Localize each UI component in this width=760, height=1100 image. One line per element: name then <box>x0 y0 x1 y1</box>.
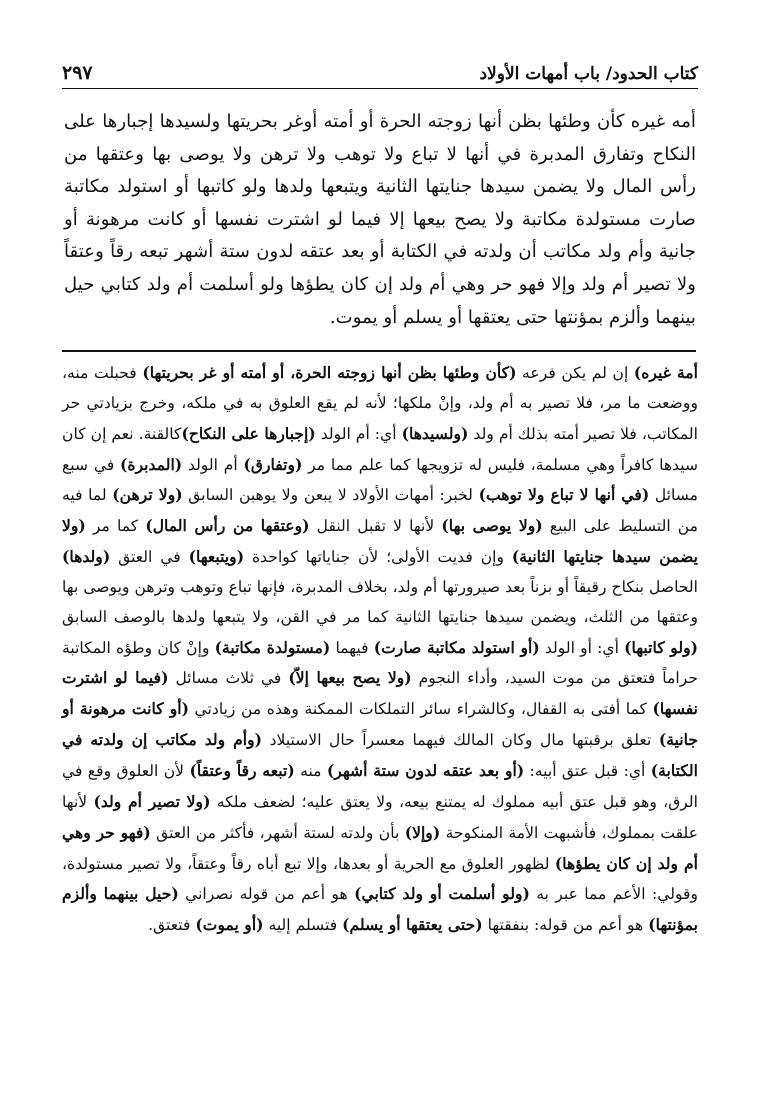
commentary-segment: فتعتق. <box>148 916 196 935</box>
commentary-bold-segment: (أو يموت) <box>195 915 264 935</box>
commentary-segment: في سبع مسائل <box>62 455 699 505</box>
commentary-segment: إن لم يكن فرعه <box>516 364 634 382</box>
commentary-segment: لأن العلوق وقع في الرق، وهو قبل عتق أبيه مملوك له يمتنع بيعه، ولا يعتق عليه؛ لضعف ملكه <box>62 761 698 811</box>
commentary-bold-segment: (في أنها لا تباع ولا توهب) <box>478 485 650 505</box>
commentary-bold-segment: (ولا يصح بيعها إلاّ) <box>288 668 412 688</box>
commentary-bold-segment: (إجبارها على النكاح) <box>181 423 316 443</box>
commentary-segment: أي: أو الولد <box>539 638 625 657</box>
commentary-segment: أم الولد <box>182 455 244 474</box>
commentary-segment: الحاصل بنكاح رقيقاً أو بزناً بعد صيرورتها أم ولد، بخلاف المدبرة، فإنها تباع وتوهب وترهن ويوصى بها وعتقها من الثلث، ويضمن سيدها جنايتها الثانية كما مر في القن، ولا يتبعها ولدها بالوصف السابق <box>62 577 698 626</box>
page-header <box>62 56 698 84</box>
commentary-segment: فيهما <box>330 638 374 657</box>
commentary-segment: تعلق برقبتها مال وكان المالك فيهما معسراً حال الاستيلاد <box>262 731 659 750</box>
commentary-segment: لظهور العلوق مع الحرية أو بعدها، وإلا تبع أباه رقاً وعتقاً، ولا تصير مستولدة، وقولي: الأعم مما عبر به <box>62 854 698 904</box>
commentary-bold-segment: (فهو حر وهي أم ولد إن كان يطؤها) <box>62 822 698 873</box>
commentary-segment: فحبلت منه، ووضعت ما مر، فلا تصير به أم ولد، وإنْ ملكها؛ لأنه لم يقع العلوق به في ملكه، وخرج بزيادتي حر المكاتب، فلا تصير أمته بذلك أم ولد <box>62 364 699 443</box>
commentary-segment: منه <box>294 761 327 780</box>
header-rule <box>62 88 698 89</box>
commentary-segment: كما مر <box>85 517 146 536</box>
commentary-bold-segment: (كأن وطئها بظن أنها زوجته الحرة، أو أمته أو غر بحريتها) <box>142 363 517 382</box>
commentary-bold-segment: (ولا ترهن) <box>112 485 183 505</box>
commentary-segment: كالقنة. نعم إن كان سيدها كافراً وهي مسلمة، فليس له تزويجها كما علم مما مر <box>62 424 699 474</box>
commentary-bold-segment: (ولا يوصى بها) <box>441 516 543 536</box>
commentary-bold-segment: (المدبرة) <box>120 454 183 474</box>
commentary-bold-segment: (حتى يعتقها أو يسلم) <box>342 915 483 935</box>
footnote-separator <box>62 350 696 352</box>
commentary-bold-segment: (ولو كاتبها) <box>624 637 698 657</box>
commentary-bold-segment: (فيما لو اشترت نفسها) <box>62 668 698 719</box>
commentary-bold-segment: (أو بعد عتقه لدون ستة أشهر) <box>326 760 525 780</box>
commentary-segment: في ثلاث مسائل <box>168 669 289 688</box>
commentary-segment: وإنْ كان وطؤه المكاتبة حراماً فتعتق من موت السيد، وأداء النجوم <box>62 638 698 688</box>
commentary-segment: لخبر: أمهات الأولاد لا يبعن ولا يوهبن السابق <box>182 486 479 505</box>
commentary-segment: لما فيه من التسليط على البيع <box>62 486 698 536</box>
commentary-bold-segment: (ولسيدها) <box>401 423 469 443</box>
commentary-bold-segment: (ولدها) <box>62 547 111 567</box>
commentary-bold-segment: (ولا يضمن سيدها جنايتها الثانية) <box>62 516 699 567</box>
commentary-segment: لأنها علقت بمملوك، فأشبهت الأمة المنكوحة <box>62 792 699 842</box>
commentary-bold-segment: أمة غيره) <box>633 363 698 382</box>
commentary-segment: وإن فديت الأولى؛ لأن جناياتها كواحدة <box>244 548 512 567</box>
commentary-bold-segment: (وإلا) <box>404 822 441 842</box>
commentary-bold-segment: (وعتقها من رأس المال) <box>145 516 310 536</box>
commentary-bold-segment: (ولو أسلمت أو ولد كتابي) <box>354 884 530 904</box>
commentary-bold-segment: (حيل بينهما وألزم بمؤنتها) <box>62 884 698 935</box>
commentary-bold-segment: (وتفارق) <box>243 454 303 474</box>
commentary-bold-segment: (ولا تصير أم ولد) <box>93 791 211 811</box>
commentary-segment: فتسلم إليه <box>263 916 343 935</box>
commentary-bold-segment: (أو كانت مرهونة أو جانية) <box>62 699 698 750</box>
commentary-bold-segment: (وأم ولد مكاتب إن ولدته في الكتابة) <box>62 730 698 780</box>
commentary-segment: بأن ولدته لستة أشهر، فأكثر من العتق <box>150 823 405 842</box>
commentary-segment: أي: أم الولد <box>315 424 402 443</box>
commentary-segment: أي: قبل عتق أبيه: <box>524 761 651 780</box>
commentary-bold-segment: (مستولدة مكاتبة) <box>214 637 331 657</box>
commentary-text <box>62 358 698 941</box>
running-title: كتاب الحدود/ باب أمهات الأولاد <box>479 64 698 84</box>
commentary-segment: لأنها لا تقبل النقل <box>309 517 442 536</box>
commentary-bold-segment: (تبعه رقاً وعتقاً) <box>189 760 295 780</box>
page-number: ٢٩٧ <box>62 62 93 84</box>
commentary-bold-segment: (ويتبعها) <box>188 547 245 567</box>
commentary-segment: في العتق <box>110 548 189 567</box>
main-text: أمه غيره كأن وطئها بظن أنها زوجته الحرة أو أمته أوغر بحريتها ولسيدها إجبارها على النكاح وتفارق المدبرة في أنها لا تباع ولا توهب ولا ترهن ولا يوصى بها وعتقها من رأس المال ولا يضمن سيدها جنايتها الثانية ويتبعها ولدها ولو كاتبها أو استولد مكاتبة صارت مستولدة مكاتبة ولا يصح بيعها إلا فيما لو اشترت نفسها أو كانت مرهونة أو جانية وأم ولد مكاتب أن ولدته في الكتابة أو بعد عتقه لدون ستة أشهر تبعه رقاً وعتقاً ولا تصير أم ولد وإلا فهو حر وهي أم ولد إن كان يطؤها ولو أسلمت أم ولد كتابي حيل بينهما وألزم بمؤنتها حتى يعتقها أو يسلم أو يموت. <box>64 111 696 328</box>
commentary-segment: هو أعم من قوله: بنفقتها <box>482 916 649 935</box>
commentary-segment: هو أعم من قوله نصراني <box>178 885 355 904</box>
commentary-bold-segment: (أو استولد مكاتبة صارت) <box>373 637 540 657</box>
commentary-segment: كما أفتى به القفال، وكالشراء سائر التملكات الممكنة وهذه من زيادتي <box>188 700 653 719</box>
